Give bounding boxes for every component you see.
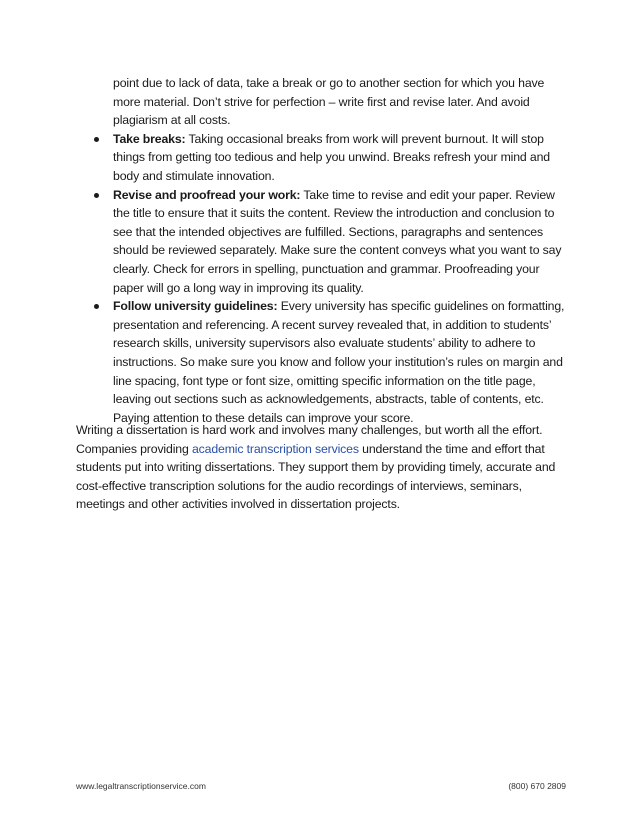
closing-paragraph	[76, 421, 566, 514]
academic-transcription-link[interactable]: academic transcription services	[191, 441, 359, 456]
closing-text-before-link: Writing a dissertation is hard work and involves many challenges, but worth all the effort. Companies providing	[76, 423, 543, 456]
bullet-text: Taking occasional breaks from work will prevent burnout. It will stop things from getting too tedious and help you unwind. Breaks refresh your mind and body and stimulate innovation.	[113, 131, 550, 183]
bullet-heading: Take breaks:	[113, 131, 186, 146]
bullet-dot-icon	[94, 304, 99, 309]
footer-phone: (800) 670 2809	[508, 781, 566, 791]
tips-bullet-list	[76, 74, 566, 427]
bullet-dot-icon	[94, 137, 99, 142]
bullet-heading: Follow university guidelines:	[113, 299, 278, 314]
bullet-item-continued	[76, 74, 566, 130]
page-footer	[76, 781, 566, 795]
bullet-text: Every university has specific guidelines on formatting, presentation and referencing. A recent survey revealed that, in addition to students’ research skills, university supervisors also evaluate students’ ability to adhere to instructions. So make sure you know and follow your institution’s rules on margin and line spacing, font type or font size, omitting specific information on the title page, leaving out sections such as acknowledgements, abstracts, table of contents, etc. Paying attention to these details can improve your score.	[113, 299, 565, 425]
footer-website: www.legaltranscriptionservice.com	[76, 781, 206, 791]
bullet-item-revise-proofread	[76, 186, 566, 298]
bullet-item-university-guidelines	[76, 297, 566, 427]
closing-text-after-link: understand the time and effort that students put into writing dissertations. They support them by providing timely, accurate and cost-effective transcription solutions for the audio recordings of interviews, seminars, meetings and other activities involved in dissertation projects.	[76, 441, 556, 512]
bullet-text: point due to lack of data, take a break or go to another section for which you have more material. Don’t strive for perfection – write first and revise later. And avoid plagiarism at all costs.	[113, 76, 545, 128]
bullet-dot-icon	[94, 193, 99, 198]
bullet-heading: Revise and proofread your work:	[113, 187, 301, 202]
bullet-item-take-breaks	[76, 130, 566, 186]
bullet-text: Take time to revise and edit your paper. Review the title to ensure that it suits the content. Review the introduction and conclusion to see that the intended objectives are fulfilled. Sections, paragraphs and sentences should be reviewed separately. Make sure the content conveys what you want to say clearly. Check for errors in spelling, punctuation and grammar. Proofreading your paper will go a long way in improving its quality.	[113, 187, 562, 295]
